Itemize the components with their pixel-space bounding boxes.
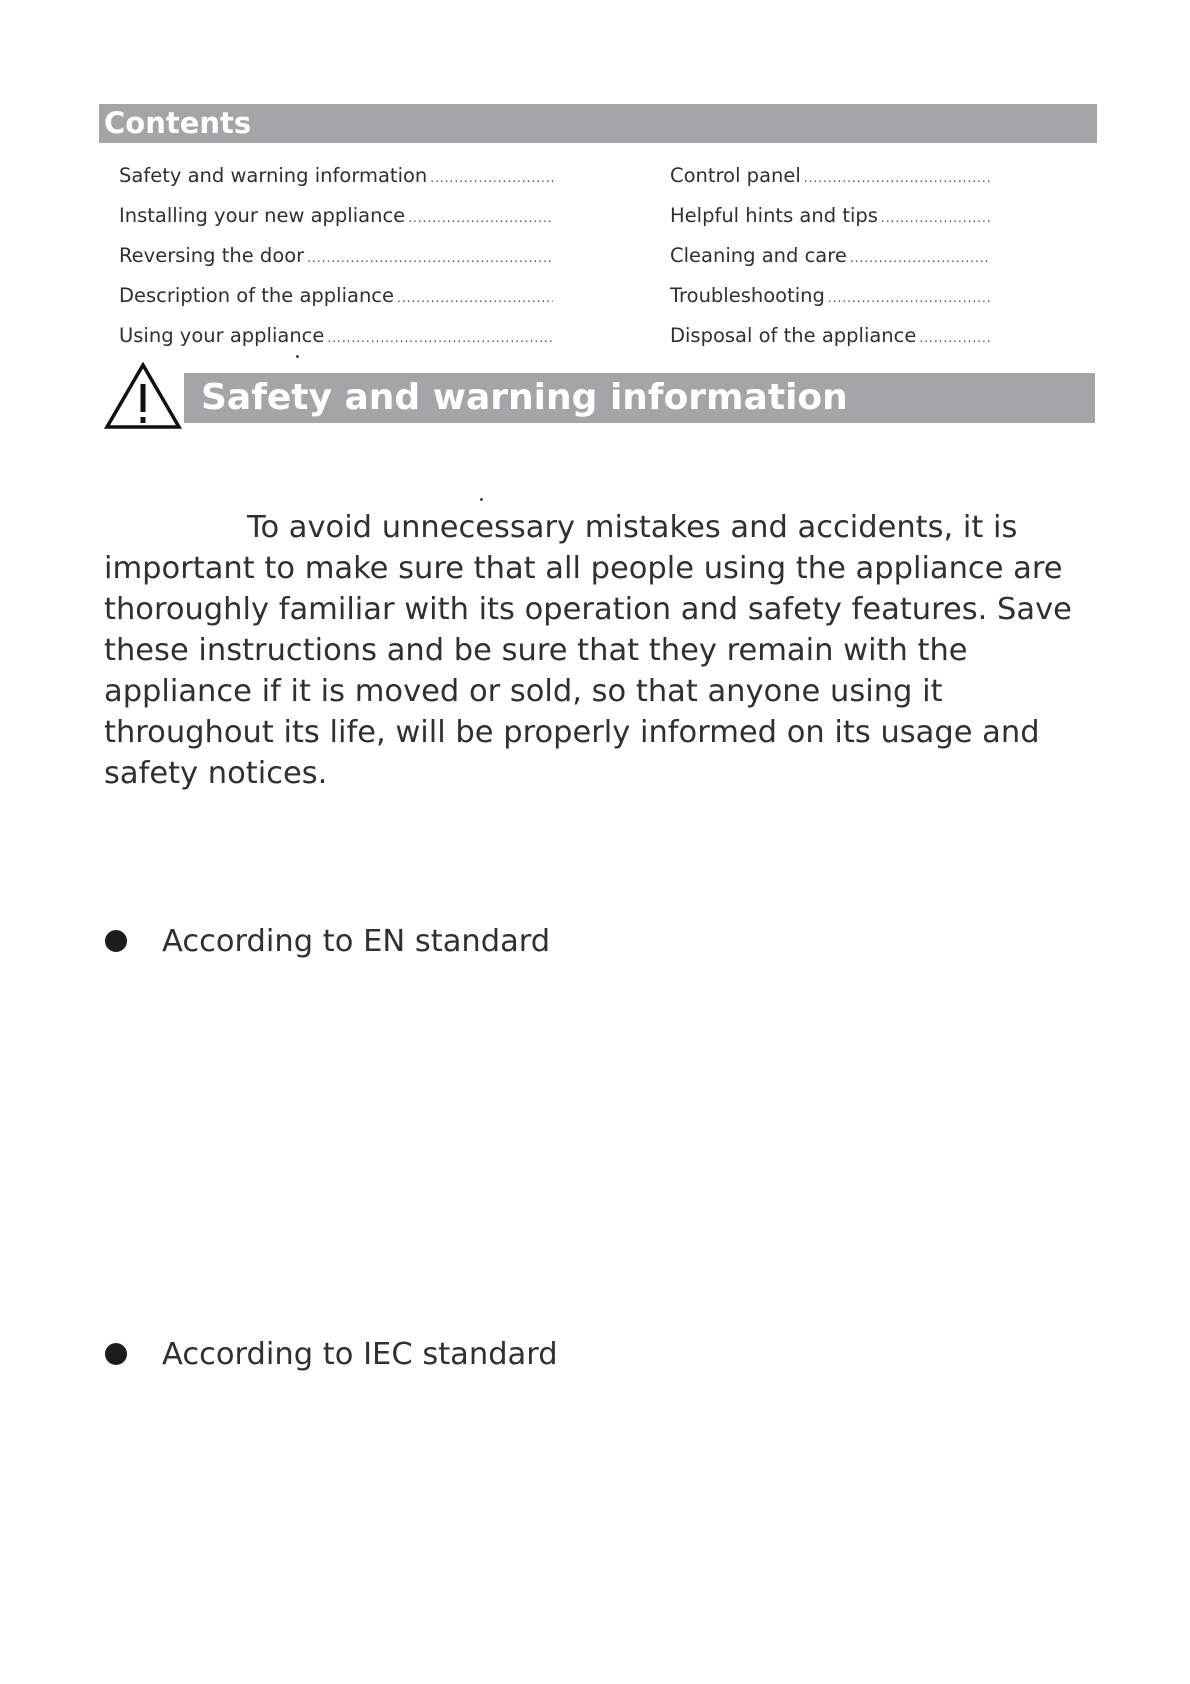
toc-item-label: Disposal of the appliance [670,324,917,347]
toc-item-label: Reversing the door [119,244,305,267]
bullet-text: According to IEC standard [162,1336,558,1372]
toc-item[interactable] [119,324,553,364]
section-title: Safety and warning information [201,377,848,418]
toc-item-label: Safety and warning information [119,164,428,187]
bullet-item [104,1334,558,1374]
stray-mark [296,355,299,358]
toc-leader-dots [327,331,553,345]
toc-left-column [119,164,553,364]
toc-leader-dots [804,171,990,185]
toc-leader-dots [430,171,553,185]
bullet-item [104,921,550,961]
stray-mark [480,498,483,501]
toc-leader-dots [408,211,553,225]
toc-leader-dots [828,291,990,305]
toc-item[interactable] [119,244,553,284]
toc-item[interactable] [119,284,553,324]
toc-item[interactable] [670,204,990,244]
toc-item[interactable] [670,164,990,204]
toc-item[interactable] [670,244,990,284]
toc-item[interactable] [670,284,990,324]
contents-title: Contents [104,106,252,140]
toc-leader-dots [881,211,990,225]
toc-item-label: Installing your new appliance [119,204,406,227]
toc-item[interactable] [119,204,553,244]
bullet-icon [105,930,127,952]
bullet-icon [105,1343,127,1365]
toc-leader-dots [397,291,553,305]
toc-item-label: Control panel [670,164,801,187]
intro-paragraph: To avoid unnecessary mistakes and accidents, it is important to make sure that all people using the appliance are thoroughly familiar with its operation and safety features. Save these instructions and be sure that they remain with the appliance if it is moved or sold, so that anyone using it throughout its life, will be properly informed on its usage and safety notices. [104,510,1072,791]
toc-item-label: Helpful hints and tips [670,204,878,227]
bullet-text: According to EN standard [162,923,551,959]
toc-right-column [670,164,990,364]
warning-icon [104,362,182,430]
toc-leader-dots [307,251,553,265]
toc-leader-dots [919,331,990,345]
toc-leader-dots [850,251,990,265]
toc-item[interactable] [119,164,553,204]
toc-item[interactable] [670,324,990,364]
toc-item-label: Using your appliance [119,324,325,347]
toc-item-label: Description of the appliance [119,284,395,307]
toc-item-label: Troubleshooting [670,284,825,307]
toc-item-label: Cleaning and care [670,244,847,267]
